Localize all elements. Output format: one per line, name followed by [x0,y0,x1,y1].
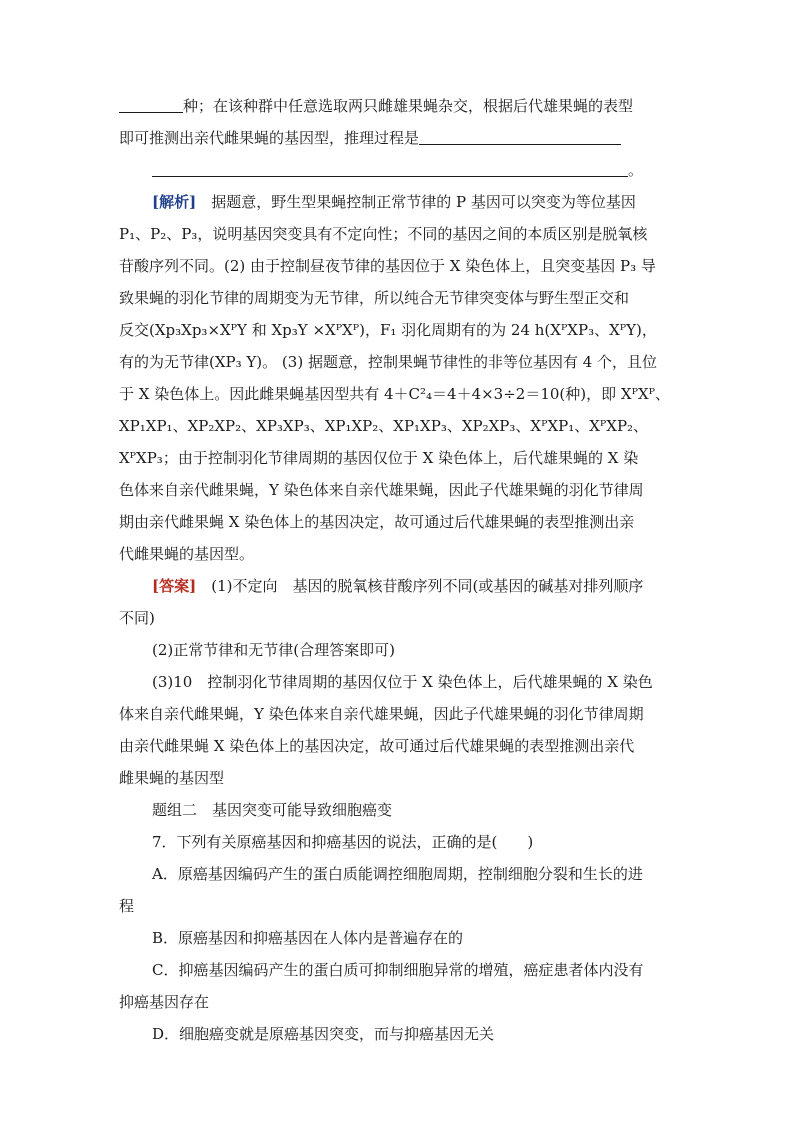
option-b: B．原癌基因和抑癌基因在人体内是普遍存在的 [152,929,464,947]
text-line: 反交(Xp₃Xp₃×XᴾY 和 Xp₃Y ×XᴾXᴾ)，F₁ 羽化周期有的为 24 h(XᴾXP₃、XᴾY)， [119,321,657,339]
text-line: 苷酸序列不同。(2) 由于控制昼夜节律的基因位于 X 染色体上，且突变基因 P₃ 导 [119,257,656,275]
option-d: D．细胞癌变就是原癌基因突变，而与抑癌基因无关 [152,1025,495,1043]
text-line: 致果蝇的羽化节律的周期变为无节律，所以纯合无节律突变体与野生型正交和 [119,289,630,307]
text-line: P₁、P₂、P₃，说明基因突变具有不定向性；不同的基因之间的本质区别是脱氧核 [119,225,648,243]
option-c: C．抑癌基因编码产生的蛋白质可抑制细胞异常的增殖，癌症患者体内没有 [152,961,644,979]
analysis-tag: [解析] [152,193,197,211]
answer-tag: [答案] [152,577,197,595]
option-c-continued: 抑癌基因存在 [119,993,210,1011]
analysis-first-line: [解析] 据题意，野生型果蝇控制正常节律的 P 基因可以突变为等位基因 [152,193,636,211]
text-line: 。 [152,160,679,180]
text-line: (3)10 控制羽化节律周期的基因仅位于 X 染色体上，后代雄果蝇的 X 染色 [152,673,653,691]
text-line: 于 X 染色体上。因此雌果蝇基因型共有 4＋C²₄＝4＋4×3÷2＝10(种)，即 XᴾXᴾ、 [119,385,670,403]
text-line: 即可推测出亲代雌果蝇的基因型，推理过程是 [119,128,679,148]
option-a-continued: 程 [119,897,135,915]
option-a: A．原癌基因编码产生的蛋白质能调控细胞周期，控制细胞分裂和生长的进 [152,865,643,883]
section-heading: 题组二 基因突变可能导致细胞癌变 [152,801,393,819]
text-line: 由亲代雌果蝇 X 染色体上的基因决定，故可通过后代雄果蝇的表型推测出亲代 [119,737,635,755]
answer-first-line: [答案] (1)不定向 基因的脱氧核苷酸序列不同(或基因的碱基对排列顺序 [152,577,644,595]
text-line: 代雌果蝇的基因型。 [119,545,255,563]
text-line: 不同) [119,609,155,627]
text-line: 种；在该种群中任意选取两只雌雄果蝇杂交，根据后代雄果蝇的表型 [119,96,679,116]
text-line: XP₁XP₁、XP₂XP₂、XP₃XP₃、XP₁XP₂、XP₁XP₃、XP₂XP₃、XᴾXP₁、XᴾXP₂、 [119,417,649,435]
answer-blank [152,161,628,177]
text-line: 体来自亲代雌果蝇，Y 染色体来自亲代雄果蝇，因此子代雄果蝇的羽化节律周期 [119,705,644,723]
text-line: 色体来自亲代雌果蝇，Y 染色体来自亲代雄果蝇，因此子代雄果蝇的羽化节律周 [119,481,644,499]
text-line: 雌果蝇的基因型 [119,769,225,787]
text-line: XᴾXP₃；由于控制羽化节律周期的基因仅位于 X 染色体上，后代雄果蝇的 X 染 [119,449,639,467]
answer-blank [119,97,183,113]
text-line: 期由亲代雌果蝇 X 染色体上的基因决定，故可通过后代雄果蝇的表型推测出亲 [119,513,635,531]
text-line: 有的为无节律(XP₃ Y)。 (3) 据题意，控制果蝇节律性的非等位基因有 4 个，且位 [119,353,658,371]
answer-blank [419,129,621,145]
text-line: (2)正常节律和无节律(合理答案即可) [152,641,395,659]
question-stem: 7．下列有关原癌基因和抑癌基因的说法，正确的是( ) [152,833,534,851]
